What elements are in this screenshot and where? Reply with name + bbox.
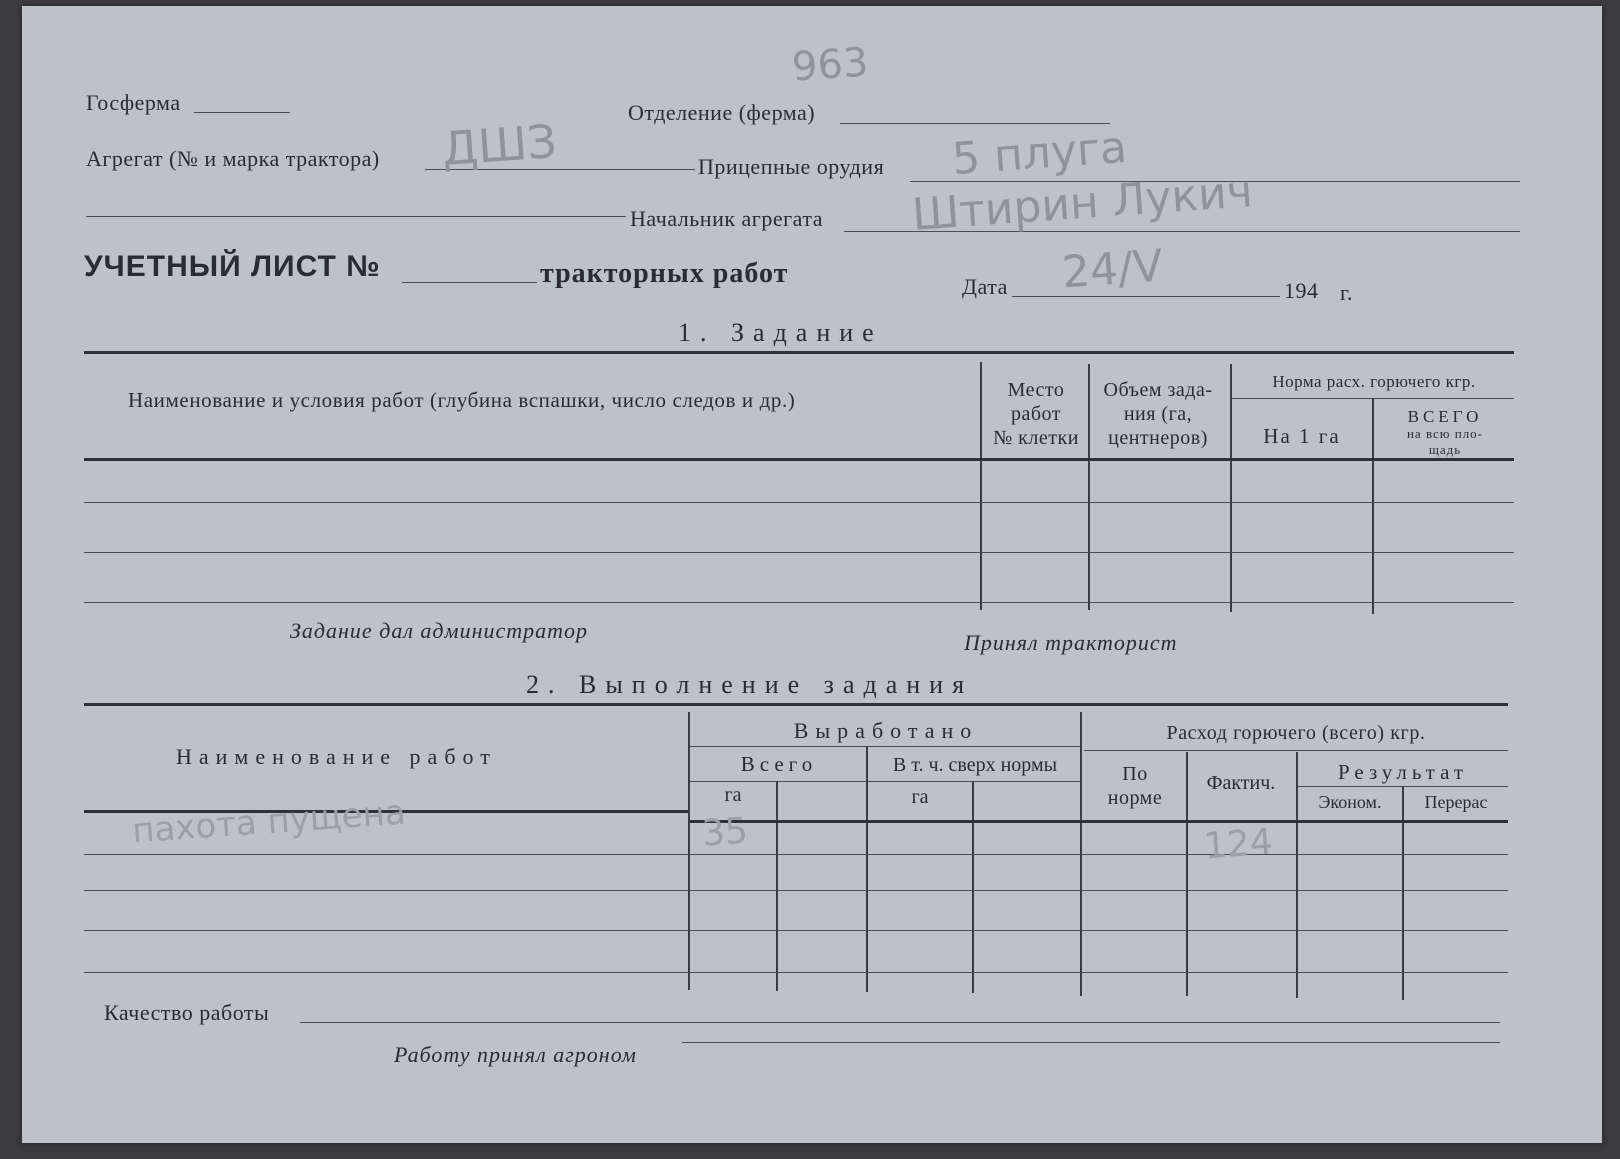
rashod-divider [1084, 750, 1508, 751]
gosferma-label: Госферма [86, 90, 181, 115]
row1-work-handwritten: пахота пущена [130, 792, 407, 852]
sheet-number-handwritten: 963 [790, 39, 870, 91]
vsego-divider [690, 781, 1082, 782]
s2-vline-2 [776, 781, 778, 991]
vyrab-divider [690, 746, 1082, 747]
s1-row-line-3[interactable] [84, 602, 1514, 603]
s1-vline-4 [1372, 398, 1374, 614]
date-label: Дата [962, 274, 1008, 299]
s2-vline-1 [688, 712, 690, 990]
section1-col-obem: Объем зада- ния (га, центнеров) [1103, 379, 1213, 449]
otdelenie-field[interactable] [840, 123, 1110, 124]
sign-admin: Задание дал администратор [290, 618, 589, 643]
gosferma-field[interactable] [194, 112, 290, 113]
agregat-extra-field[interactable] [86, 216, 626, 217]
section2-col-result: Результат [1337, 760, 1469, 784]
section1-col-vsego: ВСЕГО на всю пло- щадь [1406, 407, 1484, 457]
pricepnye-handwritten: 5 плуга [950, 121, 1129, 186]
section2-col-sverh: В т. ч. сверх нормы [892, 754, 1058, 776]
accounting-sheet [22, 6, 1602, 1143]
section2-col-pereras: Перерас [1424, 792, 1488, 812]
s2-row-line-3[interactable] [84, 930, 1508, 931]
s1-vline-2 [1088, 364, 1090, 610]
s2-row-line-1[interactable] [84, 854, 1508, 855]
year-suffix: г. [1340, 280, 1354, 305]
pricepnye-label: Прицепные орудия [698, 154, 885, 179]
sheet-subtitle: тракторных работ [540, 258, 789, 289]
s1-row-line-1[interactable] [84, 502, 1514, 503]
date-handwritten: 24/V [1060, 240, 1165, 299]
section1-col-na1ga: На 1 га [1263, 424, 1341, 448]
nachalnik-handwritten: Штирин Лукич [910, 166, 1255, 241]
s1-vline-1 [980, 362, 982, 610]
section1-col-mesto: Место работ № клетки [993, 379, 1079, 449]
s2-vline-8 [1402, 786, 1404, 1000]
s1-row-line-2[interactable] [84, 552, 1514, 553]
section1-col-name: Наименование и условия работ (глубина вспашки, число следов и др.) [128, 388, 796, 412]
section1-col-norma: Норма расх. горючего кгр. [1272, 372, 1476, 391]
s2-row-line-2[interactable] [84, 890, 1508, 891]
section2-col-vyrab: Выработано [793, 718, 979, 743]
year-label: 194 [1284, 278, 1319, 303]
section2-col-econom: Эконом. [1318, 792, 1382, 812]
section1-top-rule [84, 351, 1514, 354]
section2-top-rule [84, 703, 1508, 706]
section2-col-ga2: га [911, 786, 929, 808]
section2-header-rule-right [690, 820, 1508, 823]
nachalnik-label: Начальник агрегата [630, 206, 823, 231]
sign-tractor: Принял тракторист [964, 630, 1178, 655]
kachestvo-field[interactable] [300, 1022, 1500, 1023]
s2-vline-7 [1296, 752, 1298, 998]
section2-col-ponorme: По норме [1107, 763, 1163, 809]
agregat-handwritten: ДШЗ [440, 114, 559, 176]
section1-heading: 1. Задание [678, 318, 883, 347]
row1-fakt-handwritten: 124 [1202, 821, 1275, 868]
sign-agronom: Работу принял агроном [394, 1042, 637, 1067]
kachestvo-label: Качество работы [104, 1000, 270, 1025]
s2-vline-6 [1186, 752, 1188, 996]
section1-header-rule [84, 458, 1514, 461]
s2-row-line-4[interactable] [84, 972, 1508, 973]
sheet-title: УЧЕТНЫЙ ЛИСТ № [84, 250, 381, 283]
section2-col-rashod: Расход горючего (всего) кгр. [1166, 722, 1426, 744]
otdelenie-label: Отделение (ферма) [628, 100, 816, 125]
section2-col-fakt: Фактич. [1206, 772, 1276, 794]
date-field[interactable] [1012, 296, 1280, 297]
sheet-number-field[interactable] [402, 282, 537, 283]
section2-col-name: Наименование работ [176, 744, 497, 769]
section2-heading: 2. Выполнение задания [526, 670, 974, 699]
section2-col-ga1: га [724, 784, 742, 806]
agregat-label: Агрегат (№ и марка трактора) [86, 146, 380, 171]
agronom-field[interactable] [682, 1042, 1500, 1043]
s2-vline-3 [866, 746, 868, 992]
s2-vline-4 [972, 781, 974, 993]
s1-vline-3 [1230, 364, 1232, 612]
row1-ga-handwritten: 35 [700, 810, 750, 855]
section2-col-vsego: Всего [740, 752, 818, 776]
